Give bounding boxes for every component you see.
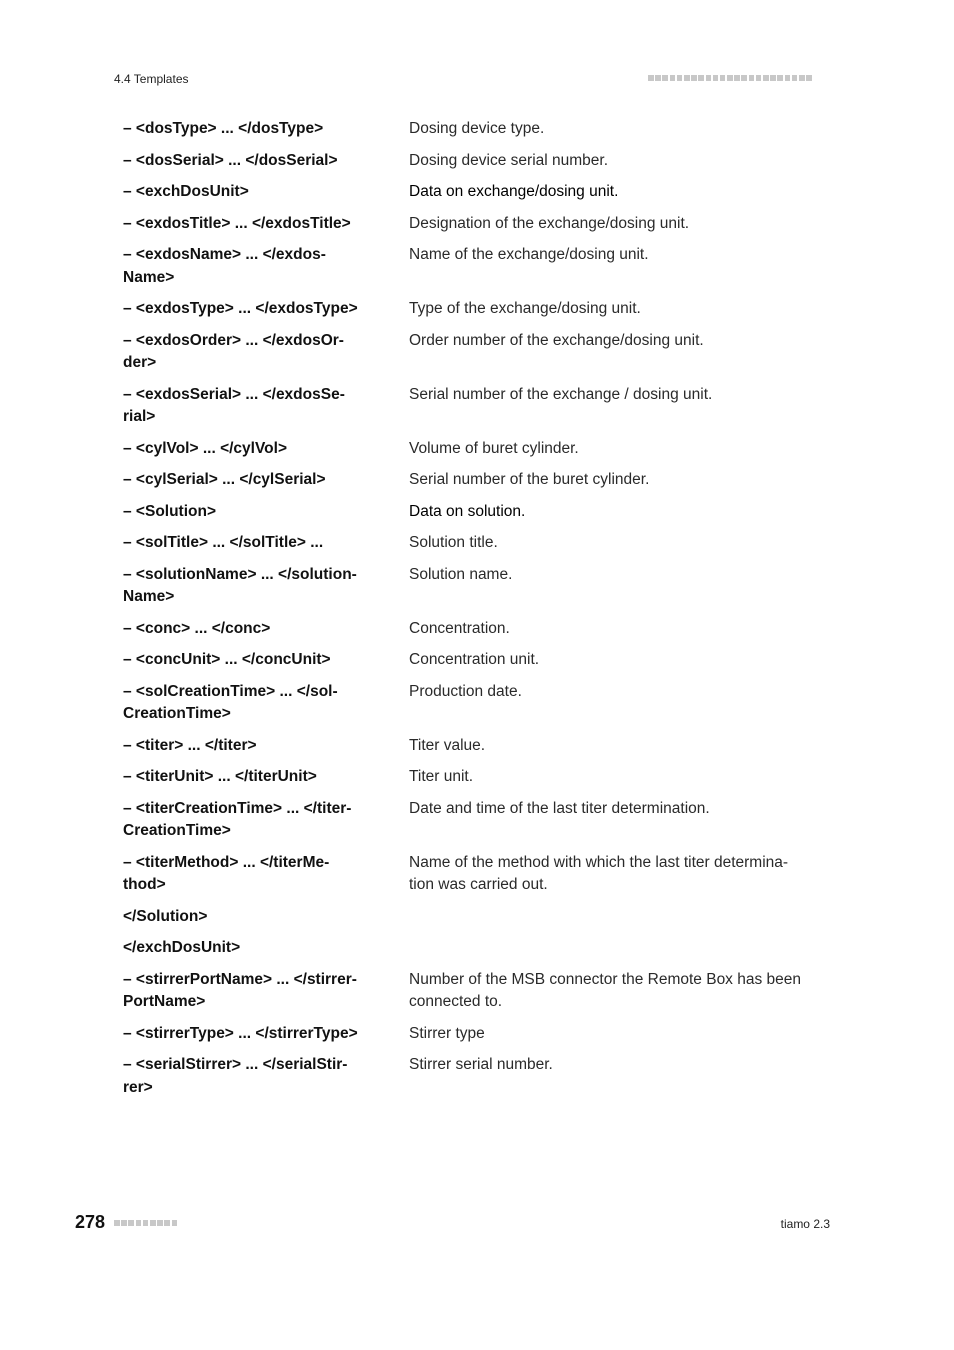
definition-row [123, 298, 833, 321]
header-decorative-dots [648, 75, 812, 81]
decorative-square [121, 1220, 127, 1226]
xml-tag-term: – <exdosSerial> ... </exdosSe- rial> [123, 385, 345, 425]
definition-row [123, 181, 833, 204]
definition-row [123, 438, 833, 461]
tag-description: Serial number of the buret cylinder. [409, 471, 650, 488]
definition-row [123, 681, 833, 726]
definition-row [123, 384, 833, 429]
xml-tag-term: – <solTitle> ... </solTitle> ... [123, 534, 324, 551]
tag-description: Name of the method with which the last titer determina- tion was carried out. [409, 853, 789, 893]
decorative-square [763, 75, 769, 81]
decorative-square [734, 75, 740, 81]
tag-description: Stirrer serial number. [409, 1056, 553, 1073]
decorative-square [770, 75, 776, 81]
decorative-square [677, 75, 683, 81]
definition-row [123, 118, 833, 141]
definition-row [123, 330, 833, 375]
decorative-square [684, 75, 690, 81]
definition-row [123, 1023, 833, 1046]
xml-tag-term: – <cylSerial> ... </cylSerial> [123, 471, 326, 488]
xml-tag-term: – <stirrerType> ... </stirrerType> [123, 1024, 358, 1042]
definition-row [123, 150, 833, 173]
xml-tag-term: – <exchDosUnit> [123, 183, 249, 200]
tag-description: Order number of the exchange/dosing unit. [409, 331, 704, 349]
tag-description: Number of the MSB connector the Remote Box has been connected to. [409, 970, 802, 1010]
xml-tag-term: – <exdosTitle> ... </exdosTitle> [123, 214, 351, 232]
tag-description: Solution name. [409, 565, 513, 583]
xml-tag-term: – <exdosType> ... </exdosType> [123, 300, 358, 317]
xml-tag-term: – <titerCreationTime> ... </titer- CreationTime> [123, 799, 352, 839]
definition-row [123, 798, 833, 843]
tag-description: Type of the exchange/dosing unit. [409, 300, 641, 317]
xml-tag-term: – <exdosOrder> ... </exdosOr- der> [123, 331, 344, 371]
tag-description: Name of the exchange/dosing unit. [409, 246, 649, 263]
decorative-square [136, 1220, 142, 1226]
decorative-square [164, 1220, 170, 1226]
definition-row [123, 906, 833, 929]
tag-description: Dosing device serial number. [409, 151, 609, 169]
decorative-square [648, 75, 654, 81]
decorative-square [691, 75, 697, 81]
decorative-square [655, 75, 661, 81]
definition-list [123, 118, 833, 1108]
definition-row [123, 852, 833, 897]
decorative-square [128, 1220, 134, 1226]
tag-description: Date and time of the last titer determination. [409, 799, 710, 817]
tag-description: Data on exchange/dosing unit. [409, 183, 619, 200]
definition-row [123, 532, 833, 555]
decorative-square [157, 1220, 163, 1226]
decorative-square [799, 75, 805, 81]
xml-tag-term: – <solutionName> ... </solution- Name> [123, 565, 357, 605]
definition-row [123, 649, 833, 672]
tag-description: Solution title. [409, 534, 498, 551]
tag-description: Designation of the exchange/dosing unit. [409, 214, 690, 232]
decorative-square [150, 1220, 156, 1226]
xml-tag-term: – <cylVol> ... </cylVol> [123, 439, 287, 457]
tag-description: Data on solution. [409, 502, 526, 520]
tag-description: Serial number of the exchange / dosing unit. [409, 385, 713, 403]
decorative-square [698, 75, 704, 81]
tag-description: Titer unit. [409, 768, 474, 785]
definition-row [123, 969, 833, 1014]
definition-row [123, 766, 833, 789]
xml-tag-term: – <concUnit> ... </concUnit> [123, 651, 331, 668]
product-name: tiamo 2.3 [780, 1217, 830, 1231]
definition-row [123, 501, 833, 524]
decorative-square [720, 75, 726, 81]
decorative-square [172, 1220, 178, 1226]
xml-tag-term: – <conc> ... </conc> [123, 619, 271, 637]
definition-row [123, 1054, 833, 1099]
decorative-square [670, 75, 676, 81]
decorative-square [749, 75, 755, 81]
xml-tag-term: – <exdosName> ... </exdos- Name> [123, 246, 326, 286]
xml-tag-term: – <titer> ... </titer> [123, 736, 257, 754]
tag-description: Stirrer type [409, 1024, 485, 1042]
decorative-square [114, 1220, 120, 1226]
decorative-square [756, 75, 762, 81]
decorative-square [741, 75, 747, 81]
decorative-square [785, 75, 791, 81]
xml-tag-term: – <dosSerial> ... </dosSerial> [123, 151, 338, 169]
xml-tag-term: – <titerMethod> ... </titerMe- thod> [123, 853, 330, 893]
xml-tag-term: – <Solution> [123, 502, 217, 520]
definition-row [123, 937, 833, 960]
tag-description: Titer value. [409, 736, 486, 754]
decorative-square [792, 75, 798, 81]
xml-tag-term: – <dosType> ... </dosType> [123, 120, 324, 137]
definition-row [123, 469, 833, 492]
definition-row [123, 618, 833, 641]
xml-tag-term: </Solution> [123, 907, 208, 925]
tag-description: Volume of buret cylinder. [409, 439, 579, 457]
decorative-square [777, 75, 783, 81]
xml-tag-term: – <serialStirrer> ... </serialStir- rer> [123, 1056, 348, 1096]
decorative-square [706, 75, 712, 81]
tag-description: Dosing device type. [409, 120, 545, 137]
running-header-section: 4.4 Templates [114, 72, 189, 86]
decorative-square [713, 75, 719, 81]
decorative-square [727, 75, 733, 81]
definition-row [123, 735, 833, 758]
tag-description: Concentration unit. [409, 651, 540, 668]
xml-tag-term: – <titerUnit> ... </titerUnit> [123, 768, 317, 785]
xml-tag-term: </exchDosUnit> [123, 939, 241, 956]
page-number: 278 [75, 1212, 106, 1232]
xml-tag-term: – <stirrerPortName> ... </stirrer- PortName> [123, 970, 357, 1010]
decorative-square [806, 75, 812, 81]
definition-row [123, 564, 833, 609]
tag-description: Concentration. [409, 619, 510, 637]
definition-row [123, 244, 833, 289]
decorative-square [143, 1220, 149, 1226]
decorative-square [662, 75, 668, 81]
tag-description: Production date. [409, 682, 522, 700]
xml-tag-term: – <solCreationTime> ... </sol- CreationTime> [123, 682, 338, 722]
definition-row [123, 213, 833, 236]
footer-decorative-dots [114, 1220, 177, 1226]
